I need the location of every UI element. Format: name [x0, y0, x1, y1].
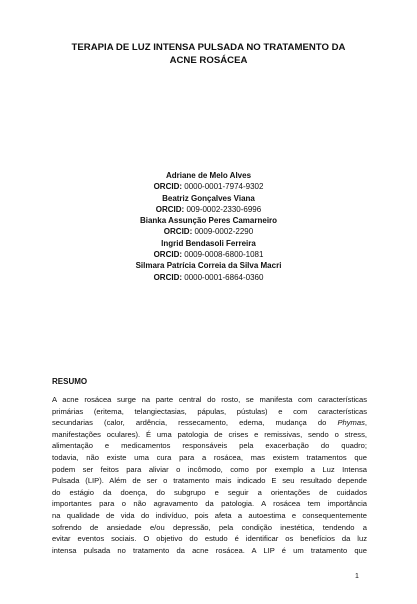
abstract-line: podem ser feitos para aliviar o incômodo, como por exemplo a Luz Intensa [52, 464, 367, 474]
orcid-value: 0000-0001-6864-0360 [184, 272, 264, 282]
abstract-line: alimentação e medicamentos responsáveis pela exacerbação do quadro; [52, 441, 367, 451]
abstract-italic-term: Phymas [337, 418, 365, 428]
paper-title-line-1: TERAPIA DE LUZ INTENSA PULSADA NO TRATAMENTO DA [71, 42, 346, 53]
author-name: Silmara Patrícia Correia da Silva Macri [135, 261, 282, 271]
page-number: 1 [355, 573, 359, 580]
abstract-line: Pulsada (LIP). Além de ser o tratamento mais indicado E seu resultado depende [52, 476, 367, 486]
paper-title-line-2: ACNE ROSÁCEA [169, 55, 248, 66]
author-name: Bianka Assunção Peres Camarneiro [139, 216, 278, 226]
author-name: Adriane de Melo Alves [165, 171, 252, 180]
abstract-line: intensa pulsada no tratamento da acne rosácea. A LIP é um tratamento que [52, 545, 367, 555]
orcid-value: 0009-0008-6800-1081 [184, 250, 264, 260]
orcid-label: ORCID: [153, 272, 183, 282]
abstract-line: do estágio da doença, do subgrupo e seguir a orientações de cuidados [52, 487, 367, 497]
orcid-label: ORCID: [163, 227, 193, 237]
orcid-value: 0009-0002-2290 [194, 227, 254, 237]
author-orcid [30, 204, 387, 215]
author-list [30, 170, 387, 283]
orcid-label: ORCID: [155, 204, 185, 214]
abstract-line: primárias (eritema, telangiectasias, pápulas, pústulas) e com características [52, 406, 367, 416]
orcid-value: 0000-0001-7974-9302 [184, 182, 264, 192]
abstract-line: importantes para o não agravamento da patologia. A rosácea tem importância [52, 499, 367, 509]
abstract-heading: RESUMO [52, 377, 88, 386]
author-orcid [30, 249, 387, 260]
orcid-label: ORCID: [153, 250, 183, 260]
author-orcid [30, 272, 387, 283]
abstract-body [52, 394, 367, 556]
abstract-line: na qualidade de vida do indivíduo, pois afeta a autoestima e consequentemente [52, 510, 367, 520]
abstract-line: sofrendo de ansiedade e/ou depressão, pela condição inestética, tendendo a [52, 522, 367, 532]
author-name: Beatriz Gonçalves Viana [162, 193, 255, 203]
author-name: Ingrid Bendasoli Ferreira [161, 238, 256, 248]
abstract-line: todavia, não existe uma cura para a rosácea, mas existem tratamentos que [52, 452, 367, 462]
abstract-line: A acne rosácea surge na parte central do rosto, se manifesta com características [52, 395, 367, 404]
author-orcid [30, 226, 387, 237]
author-orcid [30, 181, 387, 192]
orcid-label: ORCID: [153, 182, 183, 192]
abstract-line [52, 417, 367, 429]
abstract-line-tail: , [364, 418, 367, 428]
abstract-line: manifestações oculares). É uma patologia de crises e remissivas, sendo o stress, [52, 429, 367, 439]
abstract-line: evitar eventos sociais. O objetivo do estudo é identificar os benefícios da luz [52, 534, 367, 544]
orcid-value: 009-0002-2330-6996 [186, 204, 262, 214]
abstract-line-text: secundarias (calor, ardência, ressecamento, edema, mudança do [52, 418, 338, 428]
paper-title [40, 41, 377, 67]
